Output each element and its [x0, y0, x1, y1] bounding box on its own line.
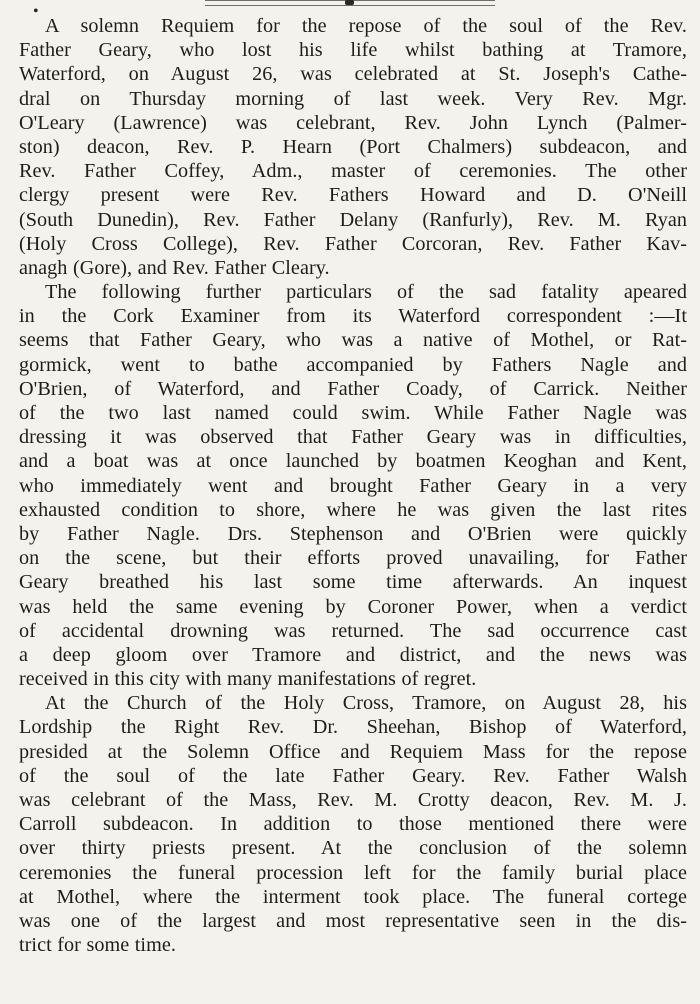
text-line: anagh (Gore), and Rev. Father Cleary.	[19, 256, 330, 279]
text-line: Carroll subdeacon. In addition to those mentioned there were	[19, 813, 687, 836]
text-line: of the two last named could swim. While Father Nagle was	[19, 402, 687, 424]
text-line: over thirty priests present. At the conclusion of the solemn	[19, 837, 687, 860]
article-paragraph	[19, 691, 687, 957]
text-line: At the Church of the Holy Cross, Tramore, on August 28, his	[45, 692, 687, 715]
stray-print-mark: •	[33, 3, 39, 20]
text-line: at Mothel, where the interment took place. The funeral cortege	[19, 885, 687, 908]
text-line: clergy present were Rev. Fathers Howard and D. O'Neill	[19, 184, 687, 207]
text-line: (Holy Cross College), Rev. Father Corcoran, Rev. Father Kav-	[19, 232, 687, 255]
text-line: O'Leary (Lawrence) was celebrant, Rev. John Lynch (Palmer-	[19, 111, 687, 134]
text-line: who immediately went and brought Father Geary in a very	[19, 474, 687, 497]
text-line: dral on Thursday morning of last week. Very Rev. Mgr.	[19, 87, 687, 110]
text-line: seems that Father Geary, who was a native of Mothel, or Rat-	[19, 329, 687, 352]
text-line: gormick, went to bathe accompanied by Fathers Nagle and	[19, 353, 687, 376]
article-paragraph	[19, 14, 687, 280]
text-line: ceremonies the funeral procession left for the family burial place	[19, 861, 687, 884]
text-line: exhausted condition to shore, where he was given the last rites	[19, 498, 687, 521]
text-line: was one of the largest and most representative seen in the dis-	[19, 909, 687, 932]
text-line: Father Geary, who lost his life whilst bathing at Tramore,	[19, 39, 687, 62]
text-line: of accidental drowning was returned. The sad occurrence cast	[19, 619, 687, 642]
text-line: presided at the Solemn Office and Requiem Mass for the repose	[19, 740, 687, 763]
text-line: a deep gloom over Tramore and district, and the news was	[19, 643, 687, 666]
text-line: trict for some time.	[19, 934, 176, 957]
text-line: and a boat was at once launched by boatmen Keoghan and Kent,	[19, 450, 687, 473]
text-line: Lordship the Right Rev. Dr. Sheehan, Bishop of Waterford,	[19, 716, 687, 739]
text-line: A solemn Requiem for the repose of the soul of the Rev.	[45, 15, 687, 37]
top-ornament	[345, 0, 354, 5]
text-line: Rev. Father Coffey, Adm., master of ceremonies. The other	[19, 160, 687, 183]
text-line: by Father Nagle. Drs. Stephenson and O'Brien were quickly	[19, 522, 687, 545]
text-line: in the Cork Examiner from its Waterford correspondent :—It	[19, 305, 687, 328]
text-line: ston) deacon, Rev. P. Hearn (Port Chalmers) subdeacon, and	[19, 135, 687, 158]
text-line: was celebrant of the Mass, Rev. M. Crotty deacon, Rev. M. J.	[19, 789, 687, 811]
text-line: Geary breathed his last some time afterwards. An inquest	[19, 571, 687, 594]
text-line: O'Brien, of Waterford, and Father Coady, of Carrick. Neither	[19, 377, 687, 400]
text-line: Waterford, on August 26, was celebrated at St. Joseph's Cathe-	[19, 63, 687, 86]
text-line: dressing it was observed that Father Geary was in difficulties,	[19, 426, 687, 449]
text-line: on the scene, but their efforts proved unavailing, for Father	[19, 547, 687, 570]
text-line: was held the same evening by Coroner Power, when a verdict	[19, 595, 687, 618]
text-line: of the soul of the late Father Geary. Rev. Father Walsh	[19, 764, 687, 787]
text-line: received in this city with many manifestations of regret.	[19, 668, 477, 691]
text-line: (South Dunedin), Rev. Father Delany (Ranfurly), Rev. M. Ryan	[19, 208, 687, 231]
article-paragraph	[19, 280, 687, 691]
article-body	[19, 14, 687, 957]
text-line: The following further particulars of the sad fatality apeared	[45, 281, 687, 304]
